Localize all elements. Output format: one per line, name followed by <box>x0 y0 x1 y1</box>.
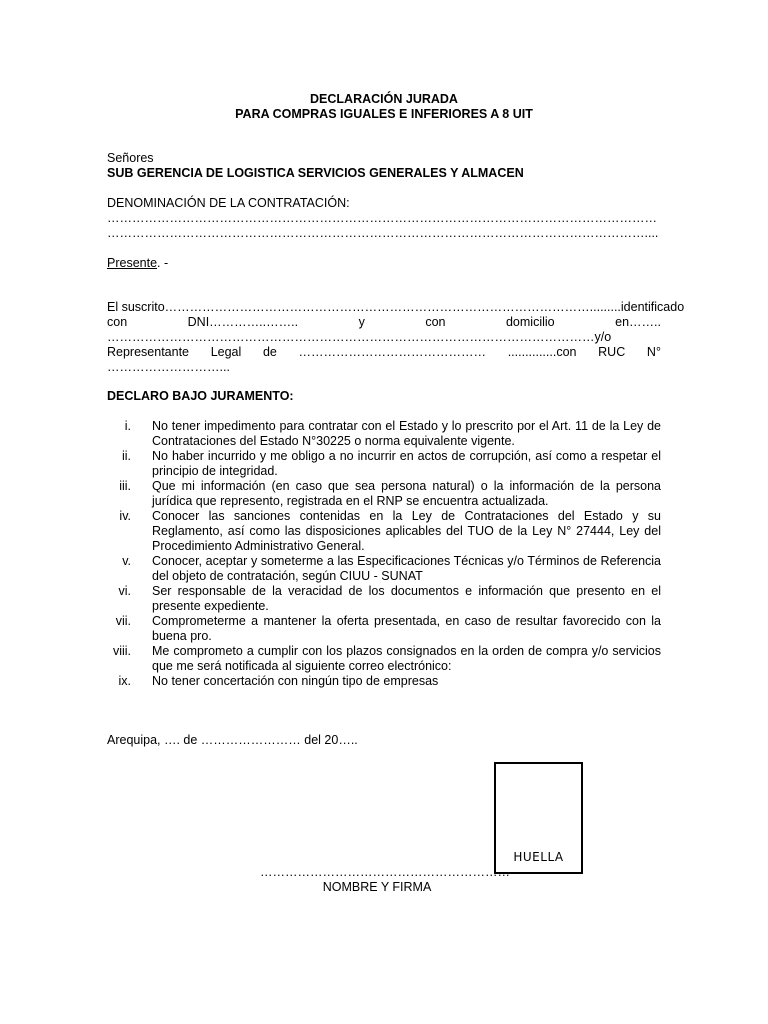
presente-line <box>107 256 168 271</box>
fingerprint-label: HUELLA <box>513 850 564 864</box>
body-line-5: ………………………... <box>107 360 230 374</box>
list-item-text: Comprometerme a mantener la oferta presentada, en caso de resultar favorecido con la buena pro. <box>152 614 661 643</box>
list-item-text: No tener concertación con ningún tipo de empresas <box>152 674 439 688</box>
list-item-text: No tener impedimento para contratar con el Estado y lo prescrito por el Art. 11 de la Ley de Contrataciones del Estado N°30225 o norma equivalente vigente. <box>152 419 661 448</box>
list-item-text: No haber incurrido y me obligo a no incurrir en actos de corrupción, así como a respetar el principio de integridad. <box>152 449 661 478</box>
body-line-1: El suscrito………………………………………………………………………………………….........identificado <box>107 300 685 314</box>
contract-dots-line-1: …………………………………………………………………………………………………………………… <box>107 211 657 225</box>
list-item <box>107 674 661 689</box>
document-subtitle: PARA COMPRAS IGUALES E INFERIORES A 8 UIT <box>235 107 533 121</box>
signature-line: …………………………………………………… <box>260 865 510 879</box>
body-line-4-word: Legal <box>210 345 242 359</box>
addressee-office: SUB GERENCIA DE LOGISTICA SERVICIOS GENERALES Y ALMACEN <box>107 166 524 180</box>
body-line-3: ………………………………………………………………………………………………………y/o <box>107 330 612 344</box>
body-line-2-word: y <box>358 315 365 329</box>
body-line-4-word: RUC <box>598 345 626 359</box>
declaro-heading: DECLARO BAJO JURAMENTO: <box>107 389 294 403</box>
list-item <box>107 509 661 554</box>
list-item-number: v. <box>122 554 131 568</box>
list-item-number: iv. <box>119 509 131 523</box>
list-item-number: i. <box>124 419 131 433</box>
fingerprint-box <box>494 762 583 874</box>
body-line-4-word: Representante <box>107 345 190 359</box>
list-item-number: ii. <box>121 449 131 463</box>
list-item-number: vii. <box>115 614 131 628</box>
body-line-2-word: DNI…………..…….. <box>187 315 299 329</box>
list-item <box>107 584 661 614</box>
body-line-4 <box>107 345 661 360</box>
body-line-2-word: domicilio <box>505 315 555 329</box>
presente-suffix: . - <box>157 256 169 270</box>
list-item-number: vi. <box>118 584 131 598</box>
contract-dots-line-2: ………………………………………………………………………………………………………………….... <box>107 226 659 240</box>
body-line-2-word: con <box>425 315 446 329</box>
list-item-number: ix. <box>118 674 131 688</box>
body-line-2-word: en…….. <box>615 315 661 329</box>
list-item-text: Conocer, aceptar y someterme a las Especificaciones Técnicas y/o Términos de Referencia del objeto de contratación, según CIUU - SUNAT <box>152 554 661 583</box>
document-title: DECLARACIÓN JURADA <box>310 92 458 106</box>
body-line-4-word: ..............con <box>507 345 577 359</box>
body-line-4-word: ……………………………………… <box>298 345 487 359</box>
list-item-number: viii. <box>112 644 131 658</box>
list-item <box>107 644 661 674</box>
presente-word: Presente <box>107 256 158 270</box>
list-item-text: Conocer las sanciones contenidas en la Ley de Contrataciones del Estado y su Reglamento, así como las disposiciones aplicables del TUO de la Ley N° 27444, Ley del Procedimiento Administrativo General. <box>152 509 661 553</box>
list-item-text: Me comprometo a cumplir con los plazos consignados en la orden de compra y/o servicios que me será notificada al siguiente correo electrónico: <box>152 644 661 673</box>
declaration-list <box>107 419 661 689</box>
body-line-4-word: de <box>262 345 277 359</box>
body-line-2-word: con <box>107 315 128 329</box>
signature-label: NOMBRE Y FIRMA <box>322 880 432 894</box>
list-item <box>107 449 661 479</box>
body-line-4-word: N° <box>646 345 661 359</box>
body-line-2 <box>107 315 661 330</box>
date-line: Arequipa, …. de …………………… del 20….. <box>107 733 358 747</box>
list-item-number: iii. <box>119 479 131 493</box>
list-item-text: Que mi información (en caso que sea persona natural) o la información de la persona jurídica que represento, registrada en el RNP se encuentra actualizada. <box>152 479 661 508</box>
list-item <box>107 479 661 509</box>
contract-label: DENOMINACIÓN DE LA CONTRATACIÓN: <box>107 196 350 210</box>
list-item <box>107 614 661 644</box>
list-item <box>107 554 661 584</box>
list-item <box>107 419 661 449</box>
salutation: Señores <box>107 151 154 165</box>
list-item-text: Ser responsable de la veracidad de los documentos e información que presento en el presente expediente. <box>152 584 661 613</box>
